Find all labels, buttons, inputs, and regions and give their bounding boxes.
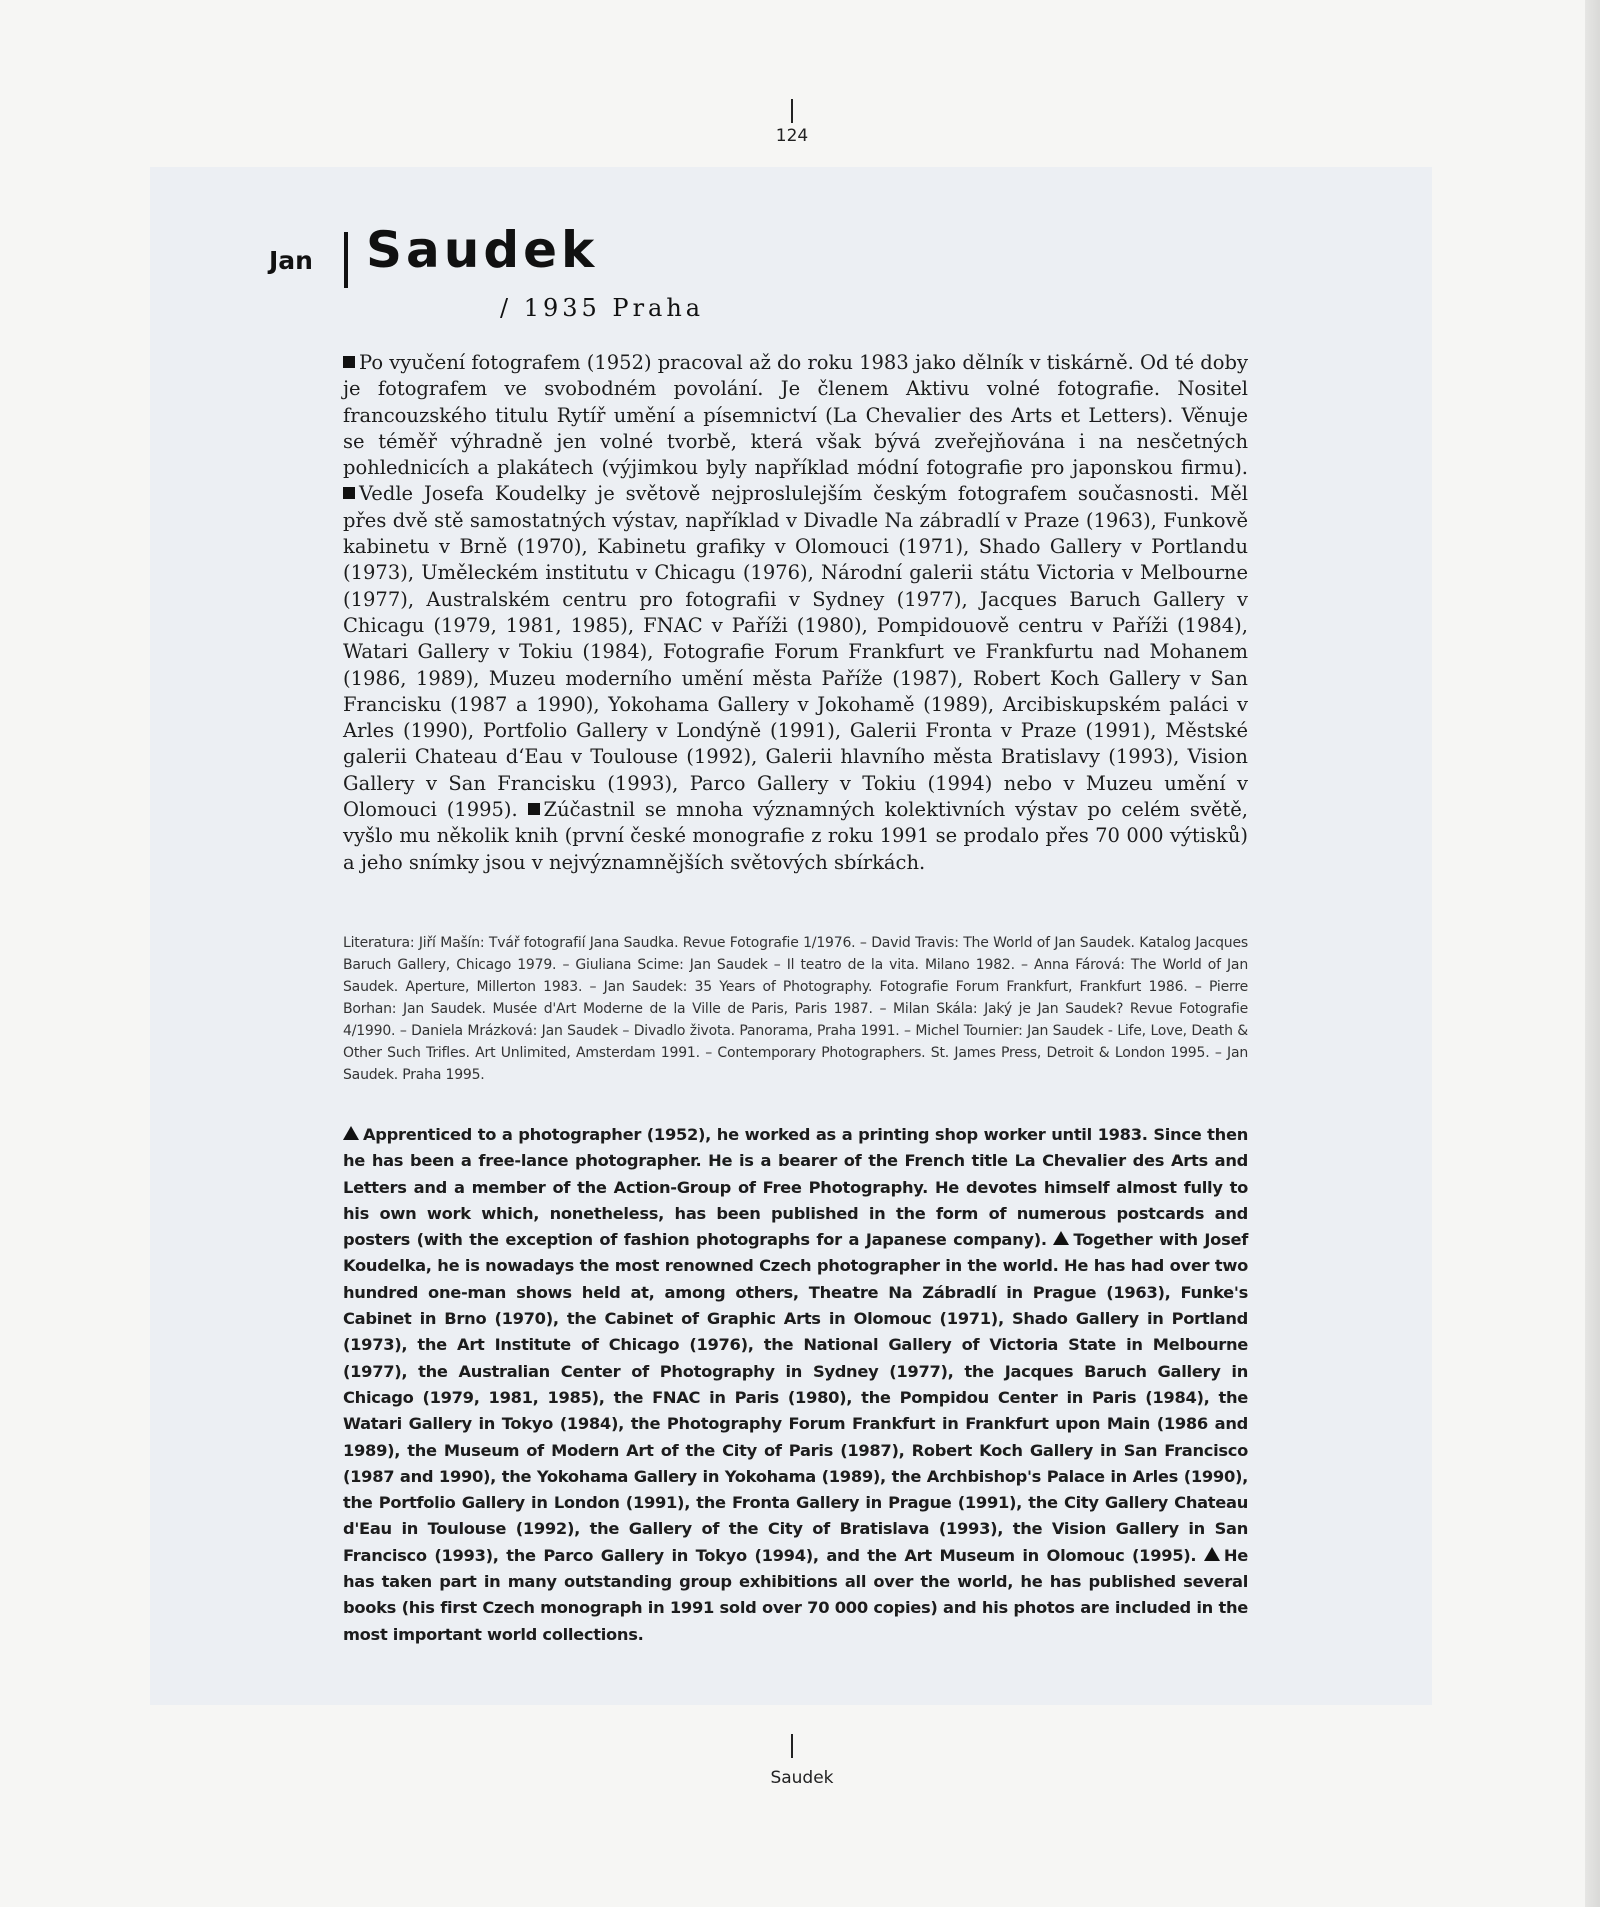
bottom-tick-mark — [791, 1734, 793, 1758]
running-footer: Saudek — [770, 1768, 834, 1788]
artist-first-name: Jan — [269, 246, 313, 275]
czech-paragraph: Po vyučení fotografem (1952) pracoval až do roku 1983 jako dělník v tiskárně. Od té doby je fotografem ve svobodném povolání. Je členem Aktivu volné fotografie. Nositel francouzského titulu Rytíř umění a písemnictví (La Chevalier des Arts et Letters). Věnuje se téměř výhradně jen volné tvorbě, která však bývá zveřejňována i na nesčetných pohlednicích a plakátech (výjimkou byly například módní fotografie pro japonskou firmu). — [343, 351, 1248, 480]
artist-last-name: Saudek — [366, 221, 599, 279]
english-biography — [343, 1122, 1248, 1648]
triangle-bullet-icon — [1204, 1547, 1220, 1561]
page-edge — [1585, 0, 1600, 1907]
czech-paragraph: Vedle Josefa Koudelky je světově nejproslulejším českým fotografem současnosti. Měl přes dvě stě samostatných výstav, například v Divadle Na zábradlí v Praze (1963), Funkově kabinetu v Brně (1970), Kabinetu grafiky v Olomouci (1971), Shado Gallery v Portlandu (1973), Uměleckém institutu v Chicagu (1976), Národní galerii státu Victoria v Melbourne (1977), Australském centru pro fotografii v Sydney (1977), Jacques Baruch Gallery v Chicagu (1979, 1981, 1985), FNAC v Paříži (1980), Pompidouově centru v Paříži (1984), Watari Gallery v Tokiu (1984), Fotografie Forum Frankfurt ve Frankfurtu nad Mohanem (1986, 1989), Muzeu moderního umění města Paříže (1987), Robert Koch Gallery v San Francisku (1987 a 1990), Yokohama Gallery v Jokohamě (1989), Arcibiskupském paláci v Arles (1990), Portfolio Gallery v Londýně (1991), Galerii Fronta v Praze (1991), Městské galerii Chateau d‘Eau v Toulouse (1992), Galerii hlavního města Bratislavy (1993), Vision Gallery v San Francisku (1993), Parco Gallery v Tokiu (1994) nebo v Muzeu umění v Olomouci (1995). — [343, 482, 1248, 822]
square-bullet-icon — [343, 356, 355, 368]
english-paragraph: Apprenticed to a photographer (1952), he worked as a printing shop worker until 1983. Since then he has been a free-lance photographer. He is a bearer of the French title La Chevalier des Arts and Letters and a member of the Action-Group of Free Photography. He devotes himself almost fully to his own work which, nonetheless, has been published in the form of numerous postcards and posters (with the exception of fashion photographs for a Japanese company). — [343, 1125, 1248, 1250]
square-bullet-icon — [528, 803, 540, 815]
triangle-bullet-icon — [1053, 1231, 1069, 1245]
name-divider — [344, 232, 348, 288]
czech-paragraph: Zúčastnil se mnoha významných kolektivních výstav po celém světě, vyšlo mu několik knih (první české monografie z roku 1991 se prodalo přes 70 000 výtisků) a jeho snímky jsou v nejvýznamnějších světových sbírkách. — [343, 798, 1249, 874]
literature-references: Literatura: Jiří Mašín: Tvář fotografií Jana Saudka. Revue Fotografie 1/1976. – David Travis: The World of Jan Saudek. Katalog Jacques Baruch Gallery, Chicago 1979. – Giuliana Scime: Jan Saudek – Il teatro de la vita. Milano 1982. – Anna Fárová: The World of Jan Saudek. Aperture, Millerton 1983. – Jan Saudek: 35 Years of Photography. Fotografie Forum Frankfurt, Frankfurt 1986. – Pierre Borhan: Jan Saudek. Musée d'Art Moderne de la Ville de Paris, Paris 1987. – Milan Skála: Jaký je Jan Saudek? Revue Fotografie 4/1990. – Daniela Mrázková: Jan Saudek – Divadlo života. Panorama, Praha 1991. – Michel Tournier: Jan Saudek - Life, Love, Death & Other Such Trifles. Art Unlimited, Amsterdam 1991. – Contemporary Photographers. St. James Press, Detroit & London 1995. – Jan Saudek. Praha 1995. — [343, 935, 1248, 1083]
triangle-bullet-icon — [343, 1126, 359, 1140]
page-number: 124 — [775, 126, 809, 146]
czech-biography — [343, 350, 1248, 876]
english-paragraph: He has taken part in many outstanding group exhibitions all over the world, he has published several books (his first Czech monograph in 1991 sold over 70 000 copies) and his photos are included in the most important world collections. — [343, 1545, 1248, 1644]
birth-info: / 1935 Praha — [500, 294, 705, 322]
top-tick-mark — [791, 99, 793, 123]
english-paragraph: Together with Josef Koudelka, he is nowadays the most renowned Czech photographer in the world. He has had over two hundred one-man shows held at, among others, Theatre Na Zábradlí in Prague (1963), Funke's Cabinet in Brno (1970), the Cabinet of Graphic Arts in Olomouc (1971), Shado Gallery in Portland (1973), the Art Institute of Chicago (1976), the National Gallery of Victoria State in Melbourne (1977), the Australian Center of Photography in Sydney (1977), the Jacques Baruch Gallery in Chicago (1979, 1981, 1985), the FNAC in Paris (1980), the Pompidou Center in Paris (1984), the Watari Gallery in Tokyo (1984), the Photography Forum Frankfurt in Frankfurt upon Main (1986 and 1989), the Museum of Modern Art of the City of Paris (1987), Robert Koch Gallery in San Francisco (1987 and 1990), the Yokohama Gallery in Yokohama (1989), the Archbishop's Palace in Arles (1990), the Portfolio Gallery in London (1991), the Fronta Gallery in Prague (1991), the City Gallery Chateau d'Eau in Toulouse (1992), the Gallery of the City of Bratislava (1993), the Vision Gallery in San Francisco (1993), the Parco Gallery in Tokyo (1994), and the Art Museum in Olomouc (1995). — [343, 1230, 1248, 1565]
square-bullet-icon — [343, 487, 355, 499]
